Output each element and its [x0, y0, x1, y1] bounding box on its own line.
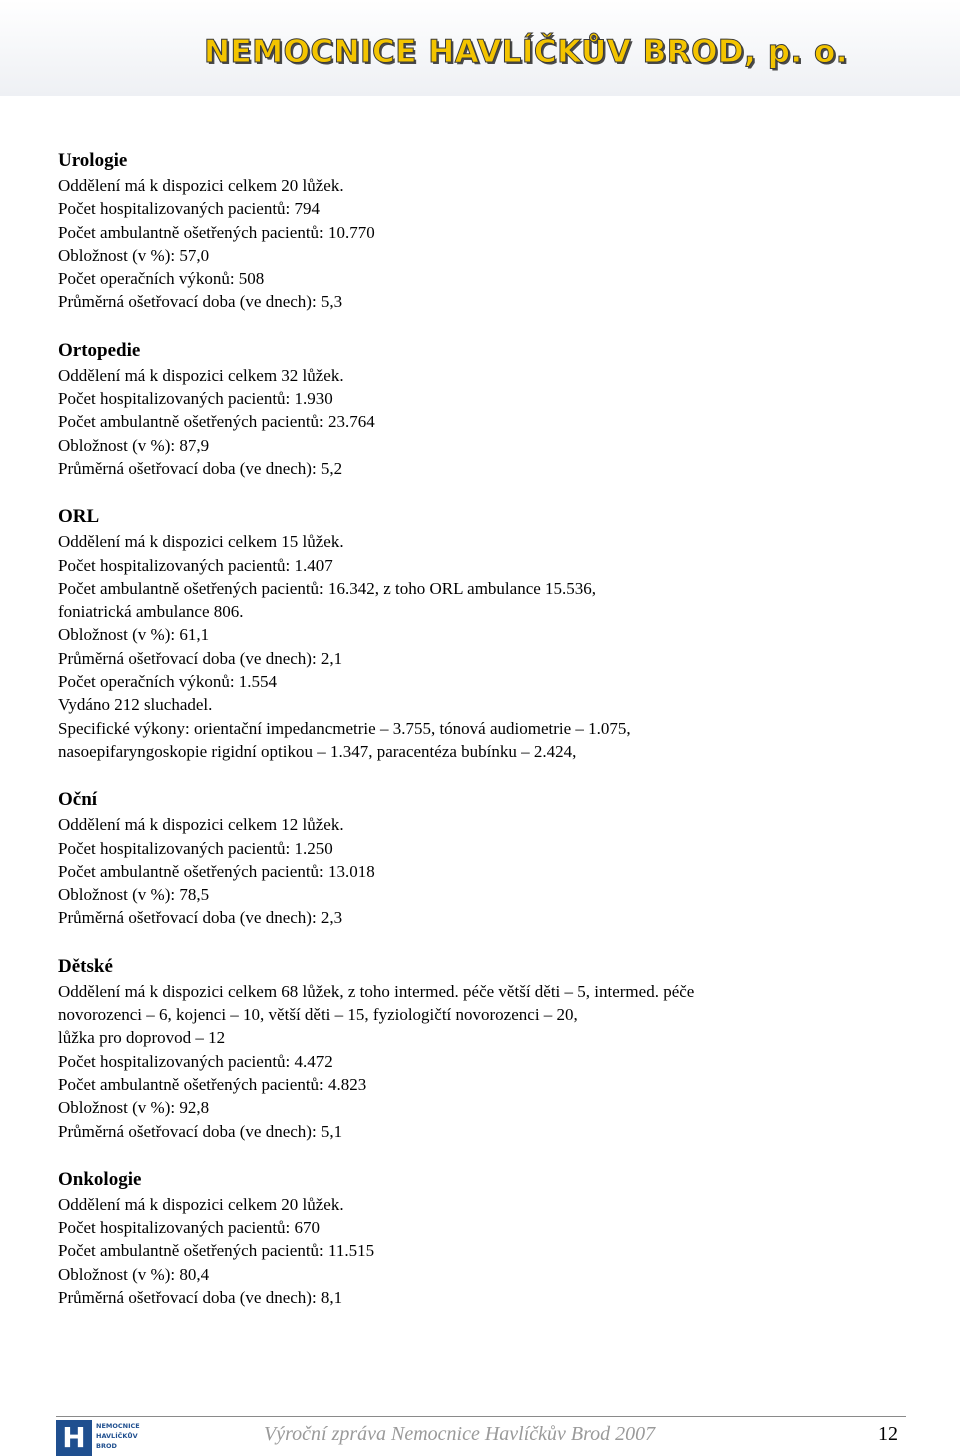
footer-rule	[56, 1416, 906, 1417]
section-line: Počet hospitalizovaných pacientů: 4.472	[58, 1051, 333, 1071]
section-title: ORL	[58, 506, 100, 528]
section-dětské	[58, 954, 918, 1143]
section-line: Oddělení má k dispozici celkem 68 lůžek, z toho intermed. péče větší děti – 5, intermed. péče	[58, 981, 695, 1001]
section-title: Onkologie	[58, 1168, 142, 1190]
section-line: Počet operačních výkonů: 1.554	[58, 672, 278, 692]
header-banner	[0, 0, 960, 96]
section-title: Dětské	[58, 955, 113, 977]
section-line: Počet hospitalizovaných pacientů: 1.407	[58, 555, 333, 575]
section-line: Obložnost (v %): 80,4	[58, 1264, 210, 1284]
section-orl	[58, 504, 918, 763]
section-line: Specifické výkony: orientační impedancmetrie – 3.755, tónová audiometrie – 1.075,	[58, 718, 631, 738]
section-line: Počet hospitalizovaných pacientů: 1.250	[58, 838, 333, 858]
section-line: Počet hospitalizovaných pacientů: 1.930	[58, 389, 333, 409]
section-line: Obložnost (v %): 92,8	[58, 1098, 210, 1118]
section-line: Obložnost (v %): 78,5	[58, 885, 210, 905]
section-line: Obložnost (v %): 87,9	[58, 435, 210, 455]
section-title: Ortopedie	[58, 339, 141, 361]
section-line: Počet ambulantně ošetřených pacientů: 13.018	[58, 861, 375, 881]
section-line: Počet ambulantně ošetřených pacientů: 16.342, z toho ORL ambulance 15.536,	[58, 578, 597, 598]
section-line: nasoepifaryngoskopie rigidní optikou – 1.347, paracentéza bubínku – 2.424,	[58, 741, 577, 761]
section-line: Průměrná ošetřovací doba (ve dnech): 2,1	[58, 648, 343, 668]
document-body	[58, 148, 918, 1333]
footer-report-title: Výroční zpráva Nemocnice Havlíčkův Brod 2007	[264, 1423, 656, 1445]
section-line: Průměrná ošetřovací doba (ve dnech): 5,3	[58, 292, 343, 312]
section-line: Oddělení má k dispozici celkem 15 lůžek.	[58, 532, 344, 552]
hospital-logo-text: NEMOCNICE HAVLÍČKŮV BROD	[96, 1422, 140, 1450]
section-line: Počet ambulantně ošetřených pacientů: 11.515	[58, 1241, 375, 1261]
section-line: Počet hospitalizovaných pacientů: 794	[58, 199, 321, 219]
section-line: Obložnost (v %): 57,0	[58, 245, 210, 265]
section-line: Oddělení má k dispozici celkem 20 lůžek.	[58, 176, 344, 195]
hospital-logo-icon: H	[56, 1420, 92, 1456]
section-urologie	[58, 148, 918, 314]
section-line: Průměrná ošetřovací doba (ve dnech): 8,1	[58, 1287, 343, 1307]
section-line: Průměrná ošetřovací doba (ve dnech): 5,1	[58, 1121, 343, 1141]
page-footer	[56, 1416, 906, 1456]
section-line: Oddělení má k dispozici celkem 20 lůžek.	[58, 1194, 344, 1214]
section-title: Urologie	[58, 150, 128, 171]
section-line: Počet operačních výkonů: 508	[58, 269, 265, 289]
section-line: Počet ambulantně ošetřených pacientů: 23.764	[58, 412, 375, 432]
section-line: Průměrná ošetřovací doba (ve dnech): 5,2	[58, 458, 343, 478]
page-number: 12	[878, 1423, 898, 1445]
section-line: Průměrná ošetřovací doba (ve dnech): 2,3	[58, 908, 343, 928]
section-line: Obložnost (v %): 61,1	[58, 625, 210, 645]
hospital-title: NEMOCNICE HAVLÍČKŮV BROD, p. o.	[204, 34, 849, 70]
section-line: Počet ambulantně ošetřených pacientů: 4.823	[58, 1074, 367, 1094]
section-line: Počet hospitalizovaných pacientů: 670	[58, 1218, 321, 1238]
section-line: novorozenci – 6, kojenci – 10, větší děti – 15, fyziologičtí novorozenci – 20,	[58, 1005, 578, 1025]
section-oční	[58, 787, 918, 929]
section-title: Oční	[58, 789, 98, 811]
section-line: lůžka pro doprovod – 12	[58, 1028, 226, 1048]
section-line: Oddělení má k dispozici celkem 12 lůžek.	[58, 815, 344, 835]
section-line: Vydáno 212 sluchadel.	[58, 695, 213, 715]
section-line: foniatrická ambulance 806.	[58, 602, 244, 622]
section-line: Oddělení má k dispozici celkem 32 lůžek.	[58, 365, 344, 385]
section-onkologie	[58, 1167, 918, 1309]
section-ortopedie	[58, 338, 918, 480]
section-line: Počet ambulantně ošetřených pacientů: 10.770	[58, 222, 375, 242]
